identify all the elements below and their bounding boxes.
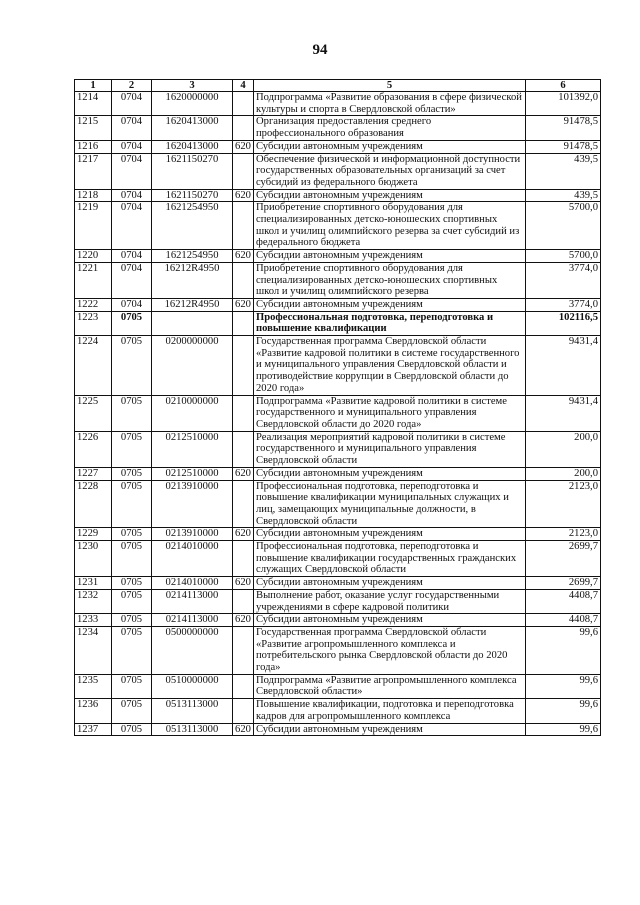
section-code-cell: 0705 — [112, 480, 152, 528]
row-number-cell: 1219 — [75, 202, 112, 250]
item-name-cell: Обеспечение физической и информационной доступности государственных образовательных организаций за счет субсидий из федерального бюджета — [254, 153, 526, 189]
target-article-cell: 0214113000 — [152, 614, 233, 627]
header-cell: 2 — [112, 80, 152, 92]
item-name-cell: Подпрограмма «Развитие кадровой политики в системе государственного и муниципального управления Свердловской области до 2020 года» — [254, 395, 526, 431]
section-code-cell: 0704 — [112, 202, 152, 250]
row-number-cell: 1220 — [75, 250, 112, 263]
budget-table — [74, 79, 601, 736]
expense-type-cell: 620 — [233, 577, 254, 590]
section-code-cell: 0705 — [112, 431, 152, 467]
item-name-cell: Повышение квалификации, подготовка и переподготовка кадров для агропромышленного комплекса — [254, 699, 526, 723]
section-code-cell: 0704 — [112, 298, 152, 311]
amount-cell: 91478,5 — [526, 116, 601, 140]
section-code-cell: 0705 — [112, 467, 152, 480]
section-code-cell: 0705 — [112, 589, 152, 613]
row-number-cell: 1223 — [75, 311, 112, 335]
section-code-cell: 0704 — [112, 92, 152, 116]
row-number-cell: 1229 — [75, 528, 112, 541]
expense-type-cell — [233, 699, 254, 723]
table-row — [75, 626, 601, 674]
row-number-cell: 1234 — [75, 626, 112, 674]
item-name-cell: Государственная программа Свердловской области «Развитие кадровой политики в системе государственного и муниципального управления Свердловской области и противодействие коррупции в Свердловской области до 2020 года» — [254, 336, 526, 396]
amount-cell: 2123,0 — [526, 528, 601, 541]
section-code-cell: 0704 — [112, 116, 152, 140]
item-name-cell: Приобретение спортивного оборудования для специализированных детско-юношеских спортивных школ и училищ олимпийского резерва — [254, 262, 526, 298]
table-row — [75, 674, 601, 698]
target-article-cell: 1621254950 — [152, 250, 233, 263]
target-article-cell: 0214113000 — [152, 589, 233, 613]
item-name-cell: Субсидии автономным учреждениям — [254, 528, 526, 541]
amount-cell: 200,0 — [526, 431, 601, 467]
item-name-cell: Подпрограмма «Развитие образования в сфере физической культуры и спорта в Свердловской области» — [254, 92, 526, 116]
table-row — [75, 528, 601, 541]
table-row — [75, 614, 601, 627]
row-number-cell: 1230 — [75, 541, 112, 577]
row-number-cell: 1217 — [75, 153, 112, 189]
table-row — [75, 723, 601, 736]
section-code-cell: 0704 — [112, 189, 152, 202]
table-row — [75, 153, 601, 189]
amount-cell: 439,5 — [526, 153, 601, 189]
target-article-cell: 1621150270 — [152, 153, 233, 189]
target-article-cell: 0200000000 — [152, 336, 233, 396]
item-name-cell: Выполнение работ, оказание услуг государственными учреждениями в сфере кадровой политики — [254, 589, 526, 613]
amount-cell: 3774,0 — [526, 298, 601, 311]
expense-type-cell — [233, 92, 254, 116]
amount-cell: 4408,7 — [526, 614, 601, 627]
row-number-cell: 1215 — [75, 116, 112, 140]
section-code-cell: 0705 — [112, 577, 152, 590]
target-article-cell: 1621254950 — [152, 202, 233, 250]
table-row — [75, 298, 601, 311]
table-body — [75, 92, 601, 736]
item-name-cell: Субсидии автономным учреждениям — [254, 614, 526, 627]
expense-type-cell — [233, 202, 254, 250]
section-code-cell: 0705 — [112, 699, 152, 723]
target-article-cell: 1620413000 — [152, 140, 233, 153]
section-code-cell: 0705 — [112, 723, 152, 736]
item-name-cell: Субсидии автономным учреждениям — [254, 723, 526, 736]
expense-type-cell: 620 — [233, 528, 254, 541]
amount-cell: 9431,4 — [526, 336, 601, 396]
header-cell: 4 — [233, 80, 254, 92]
table-row — [75, 467, 601, 480]
item-name-cell: Субсидии автономным учреждениям — [254, 467, 526, 480]
section-code-cell: 0704 — [112, 153, 152, 189]
table-row — [75, 116, 601, 140]
item-name-cell: Государственная программа Свердловской области «Развитие агропромышленного комплекса и потребительского рынка Свердловской области до 2020 года» — [254, 626, 526, 674]
item-name-cell: Субсидии автономным учреждениям — [254, 140, 526, 153]
expense-type-cell: 620 — [233, 723, 254, 736]
expense-type-cell — [233, 674, 254, 698]
table-row — [75, 262, 601, 298]
row-number-cell: 1231 — [75, 577, 112, 590]
row-number-cell: 1236 — [75, 699, 112, 723]
target-article-cell: 0500000000 — [152, 626, 233, 674]
target-article-cell: 1620413000 — [152, 116, 233, 140]
amount-cell: 439,5 — [526, 189, 601, 202]
item-name-cell: Профессиональная подготовка, переподготовка и повышение квалификации — [254, 311, 526, 335]
item-name-cell: Профессиональная подготовка, переподготовка и повышение квалификации муниципальных служащих и лиц, замещающих муниципальные должности, в Свердловской области — [254, 480, 526, 528]
item-name-cell: Организация предоставления среднего профессионального образования — [254, 116, 526, 140]
row-number-cell: 1221 — [75, 262, 112, 298]
section-code-cell: 0705 — [112, 528, 152, 541]
target-article-cell: 0214010000 — [152, 577, 233, 590]
header-cell: 5 — [254, 80, 526, 92]
target-article-cell: 0214010000 — [152, 541, 233, 577]
item-name-cell: Субсидии автономным учреждениям — [254, 577, 526, 590]
table-row — [75, 699, 601, 723]
row-number-cell: 1227 — [75, 467, 112, 480]
target-article-cell: 0213910000 — [152, 528, 233, 541]
amount-cell: 99,6 — [526, 699, 601, 723]
item-name-cell: Профессиональная подготовка, переподготовка и повышение квалификации государственных гражданских служащих Свердловской области — [254, 541, 526, 577]
target-article-cell: 0210000000 — [152, 395, 233, 431]
section-code-cell: 0704 — [112, 262, 152, 298]
amount-cell: 102116,5 — [526, 311, 601, 335]
item-name-cell: Приобретение спортивного оборудования для специализированных детско-юношеских спортивных школ и училищ олимпийского резерва за счет субсидий из федерального бюджета — [254, 202, 526, 250]
expense-type-cell: 620 — [233, 140, 254, 153]
table-row — [75, 92, 601, 116]
target-article-cell: 16212R4950 — [152, 262, 233, 298]
amount-cell: 99,6 — [526, 723, 601, 736]
expense-type-cell: 620 — [233, 467, 254, 480]
table-row — [75, 336, 601, 396]
row-number-cell: 1218 — [75, 189, 112, 202]
expense-type-cell: 620 — [233, 614, 254, 627]
row-number-cell: 1233 — [75, 614, 112, 627]
expense-type-cell — [233, 589, 254, 613]
item-name-cell: Реализация мероприятий кадровой политики в системе государственного и муниципального управления Свердловской области — [254, 431, 526, 467]
section-code-cell: 0705 — [112, 626, 152, 674]
amount-cell: 99,6 — [526, 626, 601, 674]
expense-type-cell — [233, 431, 254, 467]
expense-type-cell — [233, 336, 254, 396]
row-number-cell: 1228 — [75, 480, 112, 528]
table-row — [75, 250, 601, 263]
table-row — [75, 541, 601, 577]
amount-cell: 4408,7 — [526, 589, 601, 613]
table-row — [75, 202, 601, 250]
amount-cell: 9431,4 — [526, 395, 601, 431]
expense-type-cell: 620 — [233, 298, 254, 311]
amount-cell: 5700,0 — [526, 250, 601, 263]
table-row — [75, 189, 601, 202]
amount-cell: 2123,0 — [526, 480, 601, 528]
amount-cell: 5700,0 — [526, 202, 601, 250]
amount-cell: 2699,7 — [526, 541, 601, 577]
target-article-cell: 0513113000 — [152, 723, 233, 736]
amount-cell: 91478,5 — [526, 140, 601, 153]
expense-type-cell — [233, 311, 254, 335]
expense-type-cell — [233, 116, 254, 140]
row-number-cell: 1214 — [75, 92, 112, 116]
row-number-cell: 1222 — [75, 298, 112, 311]
section-code-cell: 0705 — [112, 336, 152, 396]
table-row — [75, 395, 601, 431]
header-cell: 1 — [75, 80, 112, 92]
item-name-cell: Субсидии автономным учреждениям — [254, 298, 526, 311]
expense-type-cell — [233, 262, 254, 298]
section-code-cell: 0705 — [112, 674, 152, 698]
item-name-cell: Субсидии автономным учреждениям — [254, 189, 526, 202]
target-article-cell: 1620000000 — [152, 92, 233, 116]
table-row — [75, 577, 601, 590]
target-article-cell: 16212R4950 — [152, 298, 233, 311]
table-row — [75, 140, 601, 153]
expense-type-cell: 620 — [233, 250, 254, 263]
expense-type-cell — [233, 395, 254, 431]
amount-cell: 101392,0 — [526, 92, 601, 116]
section-code-cell: 0705 — [112, 395, 152, 431]
item-name-cell: Подпрограмма «Развитие агропромышленного комплекса Свердловской области» — [254, 674, 526, 698]
table-row — [75, 431, 601, 467]
target-article-cell: 0513113000 — [152, 699, 233, 723]
target-article-cell: 0510000000 — [152, 674, 233, 698]
amount-cell: 2699,7 — [526, 577, 601, 590]
table-header-row — [75, 80, 601, 92]
expense-type-cell: 620 — [233, 189, 254, 202]
table-row — [75, 480, 601, 528]
table-row — [75, 311, 601, 335]
amount-cell: 200,0 — [526, 467, 601, 480]
expense-type-cell — [233, 541, 254, 577]
expense-type-cell — [233, 626, 254, 674]
section-code-cell: 0704 — [112, 140, 152, 153]
section-code-cell: 0705 — [112, 311, 152, 335]
row-number-cell: 1224 — [75, 336, 112, 396]
target-article-cell: 1621150270 — [152, 189, 233, 202]
header-cell: 6 — [526, 80, 601, 92]
target-article-cell: 0212510000 — [152, 431, 233, 467]
row-number-cell: 1235 — [75, 674, 112, 698]
target-article-cell — [152, 311, 233, 335]
amount-cell: 99,6 — [526, 674, 601, 698]
row-number-cell: 1237 — [75, 723, 112, 736]
amount-cell: 3774,0 — [526, 262, 601, 298]
row-number-cell: 1216 — [75, 140, 112, 153]
row-number-cell: 1225 — [75, 395, 112, 431]
section-code-cell: 0704 — [112, 250, 152, 263]
section-code-cell: 0705 — [112, 541, 152, 577]
header-cell: 3 — [152, 80, 233, 92]
target-article-cell: 0213910000 — [152, 480, 233, 528]
expense-type-cell — [233, 480, 254, 528]
expense-type-cell — [233, 153, 254, 189]
target-article-cell: 0212510000 — [152, 467, 233, 480]
row-number-cell: 1226 — [75, 431, 112, 467]
item-name-cell: Субсидии автономным учреждениям — [254, 250, 526, 263]
table-row — [75, 589, 601, 613]
page-number: 94 — [312, 42, 328, 58]
section-code-cell: 0705 — [112, 614, 152, 627]
row-number-cell: 1232 — [75, 589, 112, 613]
